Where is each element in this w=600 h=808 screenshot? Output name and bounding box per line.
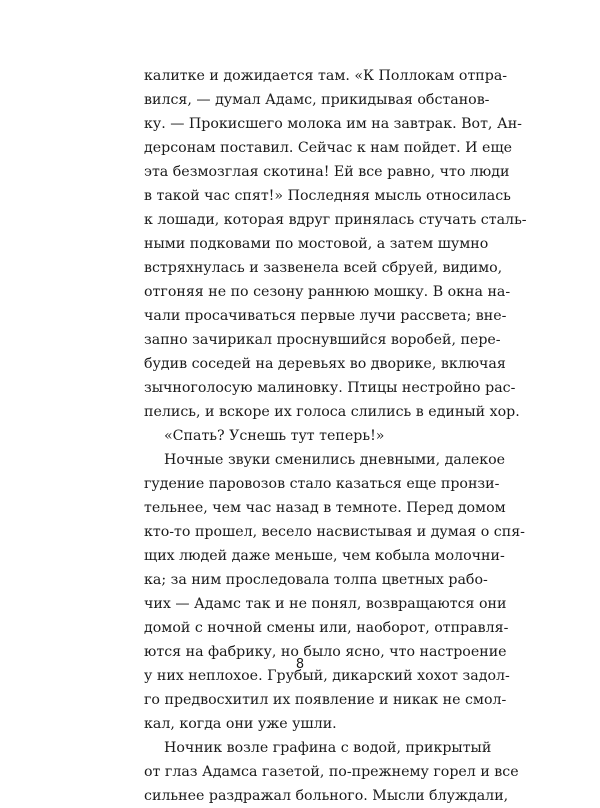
text-line: «Спать? Уснешь тут теперь!» xyxy=(164,428,385,444)
page-number: 8 xyxy=(295,657,305,672)
text-line: кал, когда они уже ушли. xyxy=(144,716,337,732)
text-line: го предвосхитил их появление и никак не смол- xyxy=(144,692,507,708)
text-line: ными подковами по мостовой, а затем шумно xyxy=(144,236,489,252)
text-line: чали просачиваться первые лучи рассвета; вне- xyxy=(144,308,507,324)
text-line: Ночные звуки сменились дневными, далекое xyxy=(164,452,506,468)
text-line: щих людей даже меньше, чем кобыла молочни- xyxy=(144,548,505,564)
text-line: отгоняя не по сезону раннюю мошку. В окна на- xyxy=(144,284,511,300)
text-line: пелись, и вскоре их голоса слились в единый хор. xyxy=(144,404,520,420)
text-line: калитке и дожидается там. «К Поллокам отпра- xyxy=(144,68,508,84)
text-line: кто-то прошел, весело насвистывая и думая о спя- xyxy=(144,524,525,540)
text-line: тельнее, чем час назад в темноте. Перед домом xyxy=(144,500,506,516)
text-line: будив соседей на деревьях во дворике, включая xyxy=(144,356,506,372)
text-line: ются на фабрику, но было ясно, что настроение xyxy=(144,644,507,660)
text-line: у них неплохое. Грубый, дикарский хохот задол- xyxy=(144,668,510,684)
body-text xyxy=(144,64,527,808)
text-line: гудение паровозов стало казаться еще пронзи- xyxy=(144,476,500,492)
text-line: запно зачирикал проснувшийся воробей, пере- xyxy=(144,332,501,348)
text-line: зычноголосую малиновку. Птицы нестройно рас- xyxy=(144,380,516,396)
text-line: сильнее раздражал больного. Мысли блуждали, xyxy=(144,788,509,804)
text-line: ка; за ним проследовала толпа цветных рабо- xyxy=(144,572,488,588)
text-line: встряхнулась и зазвенела всей сбруей, видимо, xyxy=(144,260,503,276)
text-line: Ночник возле графина с водой, прикрытый xyxy=(164,740,492,756)
text-line: в такой час спят!» Последняя мысль относилась xyxy=(144,188,511,204)
text-line: от глаз Адамса газетой, по-прежнему горел и все xyxy=(144,764,519,780)
text-line: домой с ночной смены или, наоборот, отправля- xyxy=(144,620,509,636)
text-line: дерсонам поставил. Сейчас к нам пойдет. И еще xyxy=(144,140,513,156)
text-line: эта безмозглая скотина! Ей все равно, что люди xyxy=(144,164,510,180)
text-line: к лошади, которая вдруг принялась стучать сталь- xyxy=(144,212,527,228)
text-line: вился, — думал Адамс, прикидывая обстанов- xyxy=(144,92,490,108)
text-line: ку. — Прокисшего молока им на завтрак. Вот, Ан- xyxy=(144,116,522,132)
text-line: чих — Адамс так и не понял, возвращаются они xyxy=(144,596,507,612)
